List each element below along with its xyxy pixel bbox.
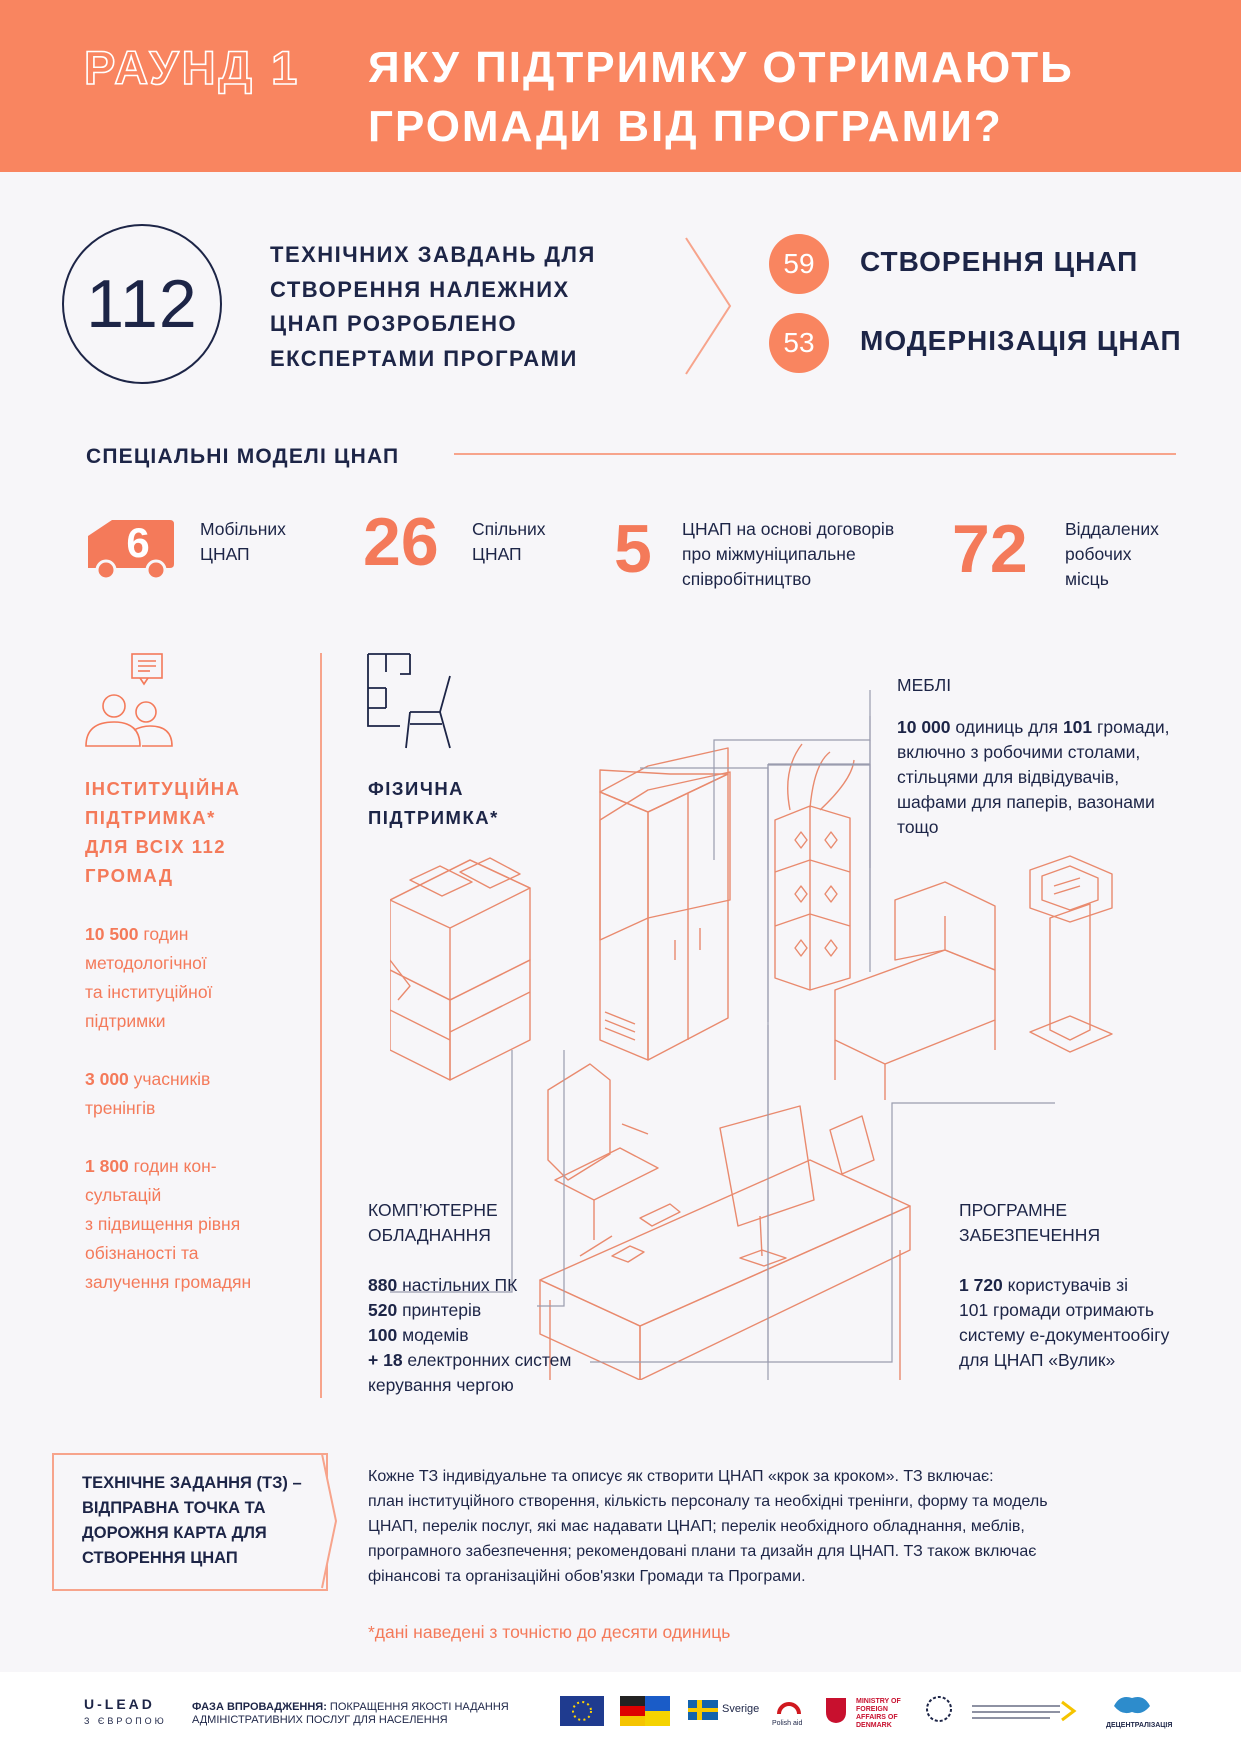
furniture-units: 10 000 [897,717,951,737]
furniture-title: МЕБЛІ [897,675,952,695]
text-line: з підвищення рівня [85,1214,241,1234]
pc-count: 880 [368,1275,398,1295]
denmark-text: MINISTRY OF FOREIGN AFFAIRS OF DENMARK [856,1698,901,1729]
creation-label: СТВОРЕННЯ ЦНАП [860,246,1139,277]
label-line: ЦНАП [200,544,250,564]
title-line: ЗАБЕЗПЕЧЕННЯ [959,1225,1101,1245]
text-line: 101 громади отримають [959,1300,1155,1320]
text-line: ВІДПРАВНА ТОЧКА ТА [82,1499,266,1517]
title-line: ФІЗИЧНА [368,778,465,799]
footnote: *дані наведені з точністю до десяти одиниць [368,1622,731,1642]
label-line: ЦНАП [472,544,522,564]
list-item [368,1298,571,1323]
software-text [959,1273,1169,1373]
phase-label: ФАЗА ВПРОВАДЖЕННЯ: [192,1701,327,1713]
denmark-emblem-icon [824,1696,848,1724]
total-number: 112 [86,266,198,342]
title-line: ДЛЯ ВСІХ 112 [85,836,227,857]
text-line: обізнаності та [85,1243,199,1263]
software-title [959,1198,1100,1248]
furniture-text [897,715,1169,840]
ulead-tagline: З ЄВРОПОЮ [84,1716,167,1726]
text-line: систему е-документообігу [959,1325,1170,1345]
text-line [897,715,1169,740]
label-line: співробітництво [682,569,812,589]
computers-title [368,1198,498,1248]
text-line: стільцями для відвідувачів, [897,767,1120,787]
text-line: шафами для паперів, вазонами [897,792,1155,812]
label-line: про міжмуніципальне [682,544,856,564]
text-part: одиниць для [950,717,1063,737]
text-part: користувачів зі [1002,1275,1128,1295]
text-line: підтримки [85,1011,166,1031]
joint-count: 26 [363,504,439,580]
title-line: ІНСТИТУЦІЙНА [85,778,241,799]
section-title-models: СПЕЦІАЛЬНІ МОДЕЛІ ЦНАП [86,445,400,468]
text-line: тощо [897,817,939,837]
list-item [368,1323,571,1348]
participants-value: 3 000 [85,1069,129,1089]
text-line: сультацій [85,1185,162,1205]
intro-line: ЦНАП РОЗРОБЛЕНО [270,311,518,336]
modernization-label: МОДЕРНІЗАЦІЯ ЦНАП [860,325,1182,356]
text-part: ПОКРАЩЕННЯ ЯКОСТІ НАДАННЯ [326,1701,509,1713]
text-part: електронних систем [402,1350,572,1370]
text-line: фінансові та організаційні обов'язки Громади та Програми. [368,1568,806,1585]
polish-aid-icon [776,1694,802,1718]
modem-count: 100 [368,1325,398,1345]
polish-aid-text: Polish aid [772,1720,803,1727]
furniture-communities: 101 [1062,717,1093,737]
box-arrow-icon [320,1452,340,1590]
contract-count: 5 [614,511,652,587]
title-line: ПІДТРИМКА* [85,807,216,828]
tz-description [368,1464,1048,1589]
ulead-logo: U-LEAD [84,1696,155,1712]
text-part: громади, [1092,717,1170,737]
consultation-hours-value: 1 800 [85,1156,129,1176]
queue-system-count: + 18 [368,1350,403,1370]
title-line-2: ГРОМАДИ ВІД ПРОГРАМИ? [368,102,1003,151]
tz-box-text [82,1471,302,1571]
text-part: годин кон- [128,1156,217,1176]
label-line: місць [1065,569,1109,589]
mobile-count: 6 [126,519,150,566]
ministry-seal-icon [924,1694,954,1724]
title-line: ОБЛАДНАННЯ [368,1225,491,1245]
intro-line: СТВОРЕННЯ НАЛЕЖНИХ [270,276,570,302]
label-line: Мобільних [200,519,286,539]
text-part: настільних ПК [397,1275,518,1295]
text-line: СТВОРЕННЯ ЦНАП [82,1549,238,1567]
title-line-1: ЯКУ ПІДТРИМКУ ОТРИМАЮТЬ [368,43,1074,92]
label-line: робочих [1065,544,1132,564]
text-line: для ЦНАП «Вулик» [959,1350,1116,1370]
title-line: ГРОМАД [85,865,174,886]
text-line: програмного забезпечення; рекомендовані плани та дизайн для ЦНАП. ТЗ також включає [368,1543,1037,1560]
modernization-badge: 53 [769,313,829,373]
sweden-flag-icon [688,1700,718,1720]
decentralization-text: ДЕЦЕНТРАЛІЗАЦІЯ [1106,1722,1173,1729]
creation-badge: 59 [769,234,829,294]
text-line: ДОРОЖНЯ КАРТА ДЛЯ [82,1524,267,1542]
germany-ukraine-flag-icon [620,1696,670,1726]
text-line: ЦНАП, перелік послуг, які має надавати ЦНАП; перелік необхідного обладнання, меблів, [368,1518,1025,1535]
text-part: годин [138,924,189,944]
title-line: КОМП’ЮТЕРНЕ [368,1200,498,1220]
list-item [368,1348,571,1373]
list-item [368,1273,571,1298]
text-line: методологічної [85,953,207,973]
users-count: 1 720 [959,1275,1003,1295]
ministry-regional-logo [970,1700,1080,1722]
intro-line: ЕКСПЕРТАМИ ПРОГРАМИ [270,345,578,371]
title-line: ПІДТРИМКА* [368,807,499,828]
sweden-logo-text: Sverige [722,1703,760,1715]
remote-count: 72 [952,511,1028,587]
list-item: керування чергою [368,1375,514,1395]
text-part: модемів [397,1325,469,1345]
text-line: тренінгів [85,1098,156,1118]
text-line: ТЕХНІЧНЕ ЗАДАННЯ (ТЗ) – [82,1474,302,1492]
text-line [192,1701,509,1714]
computers-list [368,1273,571,1398]
text-line [959,1273,1169,1298]
label-line: Віддалених [1065,519,1159,539]
hours-value: 10 500 [85,924,139,944]
text-line: план інституційного створення, кількість персоналу та необхідні тренінги, форму та модель [368,1493,1048,1510]
round-label: РАУНД 1 [84,41,301,94]
printer-count: 520 [368,1300,398,1320]
text-line: Кожне ТЗ індивідуальне та описує як створити ЦНАП «крок за кроком». ТЗ включає: [368,1468,994,1485]
eu-flag-icon [560,1696,604,1726]
text-part: учасників [128,1069,211,1089]
decentralization-icon [1110,1692,1154,1718]
text-line: АДМІНІСТРАТИВНИХ ПОСЛУГ ДЛЯ НАСЕЛЕННЯ [192,1714,448,1726]
phase-text [192,1701,509,1727]
label-line: Спільних [472,519,546,539]
text-line: включно з робочими столами, [897,742,1141,762]
text-line: залучення громадян [85,1272,252,1292]
text-part: принтерів [397,1300,482,1320]
text-line: та інституційної [85,982,213,1002]
title-line: ПРОГРАМНЕ [959,1200,1068,1220]
intro-line: ТЕХНІЧНИХ ЗАВДАНЬ ДЛЯ [270,242,596,267]
label-line: ЦНАП на основі договорів [682,519,895,539]
